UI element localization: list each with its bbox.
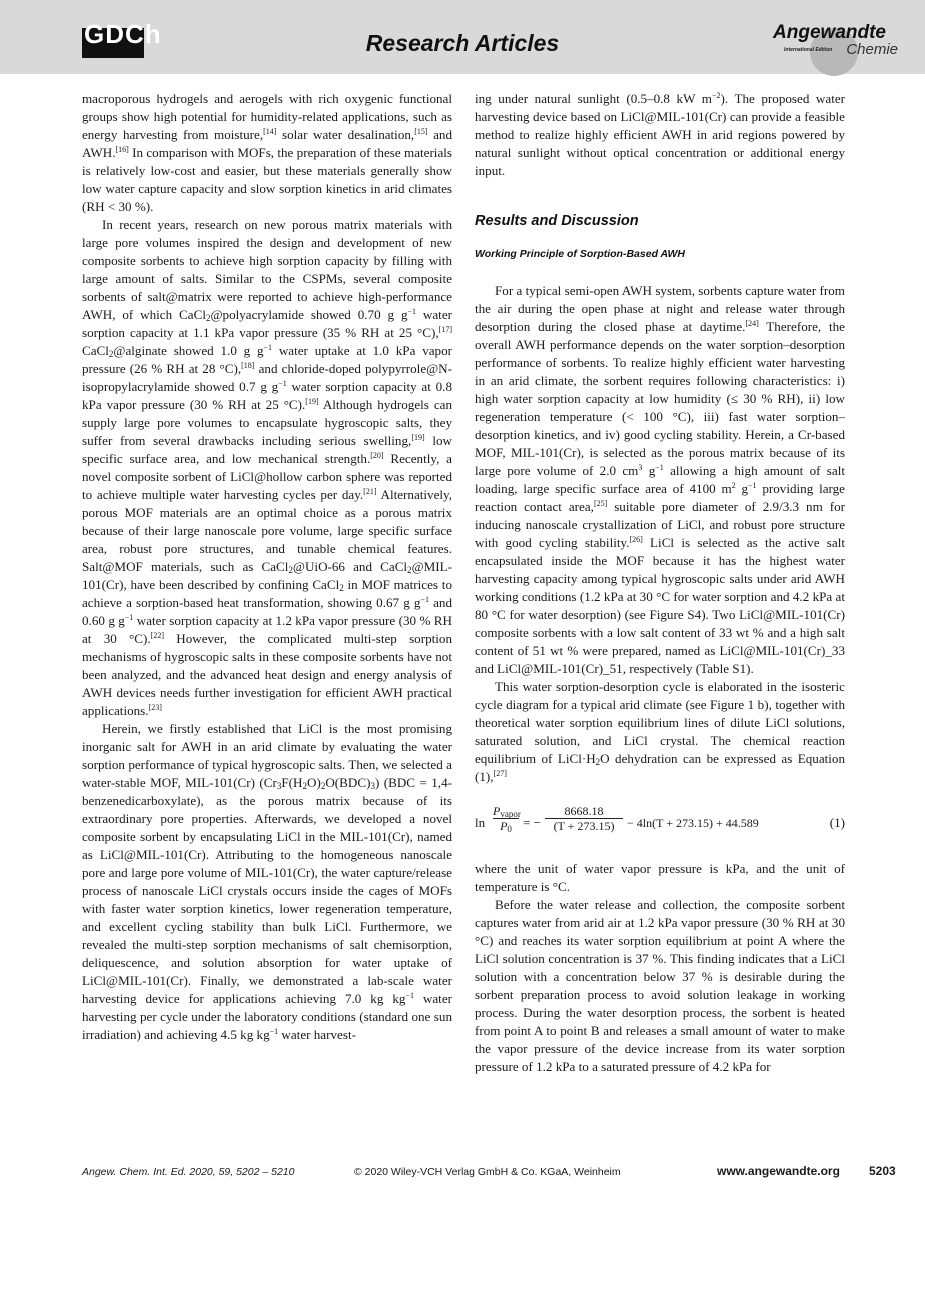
- equation-frac2-denominator: (T + 273.15): [553, 819, 615, 833]
- footer-page-number: 5203: [869, 1164, 896, 1178]
- equation-fraction-pressure: [493, 804, 519, 833]
- journal-name: Angewandte: [773, 22, 886, 43]
- right-column: [475, 90, 845, 1076]
- right-paragraph-3: This water sorption-desorption cycle is elaborated in the isosteric cycle diagram for a typical arid climate (see Figure 1 b), together with theoretical water sorption equilibrium lines of dilute LiCl solutions, saturated solution, and LiCl crystal. The chemical reaction equilibrium of $LiCl\cdot H_2O$ dehydration can be expressed as Equation (1),[27]: [475, 679, 846, 784]
- gdch-logo: GDCh: [82, 28, 144, 58]
- equation-ln: ln: [475, 815, 486, 830]
- journal-subtitle: International Edition: [784, 47, 833, 53]
- footer-url-link[interactable]: www.angewandte.org: [717, 1164, 840, 1178]
- equation-frac2-numerator: 8668.18: [545, 804, 623, 819]
- journal-name-2: Chemie: [846, 41, 898, 58]
- section-heading: Results and Discussion: [475, 213, 639, 229]
- equation-1: [475, 794, 845, 852]
- subsection-heading: Working Principle of Sorption-Based AWH: [475, 248, 686, 260]
- equation-frac1-numerator: $P_{vapor}$: [493, 804, 521, 819]
- section-title: Research Articles: [365, 30, 560, 56]
- equation-rest: − 4ln(T + 273.15) + 44.589: [627, 816, 759, 830]
- right-paragraph-2: For a typical semi-open AWH system, sorbents capture water from the air during the open phase at night and release water through desorption during the closed phase at daytime.[24] Therefore, the overall AWH performance depends on the water sorption–desorption performance of sorbents. To realize highly efficient water harvesting in an arid climate, the sorbent requires following characteristics: i) high water sorption capacity at low humidity (≤ 30 % RH), ii) low regeneration temperature (< 100 °C), iii) fast water sorption–desorption kinetics, and iv) good cycling stability. Herein, a Cr-based MOF, MIL-101(Cr), is selected as the porous matrix because of its large pore volume of 2.0 $cm^3$ $g^{-1}$ allowing a high amount of salt loading, large specific surface area of 4100 $m^2$ $g^{-1}$ providing large reaction contact area,[25] suitable pore diameter of 2.9/3.3 nm for inducing nanoscale crystallization of LiCl, and robust pore structure with good cycling stability.[26] LiCl is selected as the active salt encapsulated inside the MOF because it has the highest water harvesting capacity among typical hygroscopic salts under arid AWH working conditions (1.2 kPa at 30 °C for water sorption and 4.2 kPa at 80 °C for water desorption) (see Figure S4). Two LiCl@MIL-101(Cr) composite sorbents with a low salt content of 33 wt % and a high salt content of 51 wt % were prepared, named as LiCl@MIL-101(Cr)_33 and LiCl@MIL-101(Cr)_51, respectively (Table S1).: [475, 283, 845, 676]
- equation-fraction-temperature: [545, 804, 623, 833]
- journal-logo: [773, 22, 908, 68]
- equation-equals: = −: [523, 815, 542, 830]
- left-paragraph-3: Herein, we firstly established that LiCl is the most promising inorganic salt for AWH in an arid climate by evaluating the water sorption performance of typical hygroscopic salts. Then, we selected a water-stable MOF, MIL-101(Cr) $(Cr_3F(H_2O)_2O(BDC)_3) (BDC$ = 1,4-benzenedicarboxylate), as the porous matrix because of its extraordinary pore properties. Afterwards, we developed a novel composite sorbent by encapsulating LiCl in the MIL-101(Cr), named as LiCl@MIL-101(Cr). Attributing to the homogeneous nanoscale pore and large pore volume of MIL-101(Cr), the water capture/release process of nanoscale LiCl crystals occurs inside the cages of MOFs with faster water sorption kinetics, lower regeneration temperature, and excellent cycling stability than bulk LiCl. Furthermore, we revealed the multi-step sorption mechanisms of salt chemisorption, deliquescence, and solution absorption for water uptake of LiCl@MIL-101(Cr). Finally, we demonstrated a lab-scale water harvesting device for applications achieving 7.0 kg $kg^{-1}$ water harvesting per cycle under the laboratory conditions (standard one sun irradiation) and achieving 4.5 kg $kg^{-1}$ water harvest-: [82, 721, 452, 1042]
- header-band: [0, 0, 925, 74]
- left-column: [82, 90, 452, 1044]
- right-paragraph-1: ing under natural sunlight (0.5–0.8 kW $m^{-2}$). The proposed water harvesting device based on LiCl@MIL-101(Cr) can provide a feasible method to realize highly efficient AWH in arid regions powered by natural sunlight without optical concentration or additional energy input.: [475, 91, 846, 178]
- right-paragraph-5: Before the water release and collection, the composite sorbent captures water from arid air at 1.2 kPa vapor pressure (30 % RH at 30 °C) and reaches its water sorption equilibrium at point A where the LiCl solution concentration is 37 %. This finding indicates that a LiCl solution with a concentration below 37 % is desirable during the sorbent preparation process to avoid solution leakage in working process. During the water desorption process, the sorbent is heated from point A to point B and releases a small amount of water to make the vapor pressure of the device increase from its water sorption pressure of 1.2 kPa to a saturated pressure of 4.2 kPa for: [475, 897, 845, 1074]
- footer-citation: Angew. Chem. Int. Ed. 2020, 59, 5202 – 5210: [82, 1166, 295, 1178]
- left-paragraph-1: macroporous hydrogels and aerogels with rich oxygenic functional groups show high potential for humidity-related applications, such as energy harvesting from moisture,[14] solar water desalination,[15] and AWH.[16] In comparison with MOFs, the preparation of these materials is relatively low-cost and easier, but these materials generally show low water capture capacity and slow sorption kinetics in arid climates (RH < 30 %).: [82, 91, 452, 214]
- equation-frac1-denominator: $P_0$: [500, 819, 512, 834]
- footer-copyright: © 2020 Wiley-VCH Verlag GmbH & Co. KGaA, Weinheim: [354, 1166, 621, 1178]
- right-paragraph-4: where the unit of water vapor pressure is kPa, and the unit of temperature is °C.: [475, 861, 845, 894]
- left-paragraph-2: In recent years, research on new porous matrix materials with large pore volumes inspired the design and development of new composite sorbents to achieve high sorption capacity by filling with large amount of salts. Similar to the CSPMs, several composite sorbents of salt@matrix were reported to achieve high-performance AWH, of which CaCl$_2$@polyacrylamide showed 0.70 g $g^{-1}$ water sorption capacity at 1.1 kPa vapor pressure (35 % RH at 25 °C),[17] CaCl$_2$@alginate showed 1.0 g $g^{-1}$ water uptake at 1.0 kPa vapor pressure (26 % RH at 28 °C),[18] and chloride-doped polypyrrole@N-isopropylacrylamide showed 0.7 g $g^{-1}$ water sorption capacity at 0.8 kPa vapor pressure (30 % RH at 25 °C).[19] Although hydrogels can supply large pore volumes to encapsulate hygroscopic salts, they suffer from several drawbacks including serious swelling,[19] low specific surface area, and low mechanical strength.[20] Recently, a novel composite sorbent of LiCl@hollow carbon sphere was reported to achieve multiple water harvesting cycles per day.[21] Alternatively, porous MOF materials are an optimal choice as a porous matrix because of their large nanoscale pore volume, large specific surface area, robust pore structures, and tunable chemical features. Salt@MOF materials, such as CaCl$_2$@UiO-66 and CaCl$_2$@MIL-101(Cr), have been described by confining CaCl$_2$ in MOF matrices to achieve a sorption-based heat transformation, showing 0.67 g $g^{-1}$ and 0.60 g $g^{-1}$ water sorption capacity at 1.2 kPa vapor pressure (30 % RH at 30 °C).[22] However, the complicated multi-step sorption mechanisms of hygroscopic salts in these composite sorbents have not been analyzed, and the advanced heat design and energy analysis of AWH devices needs further investigation for efficient AWH practical applications.[23]: [82, 217, 453, 718]
- equation-number: (1): [829, 815, 845, 830]
